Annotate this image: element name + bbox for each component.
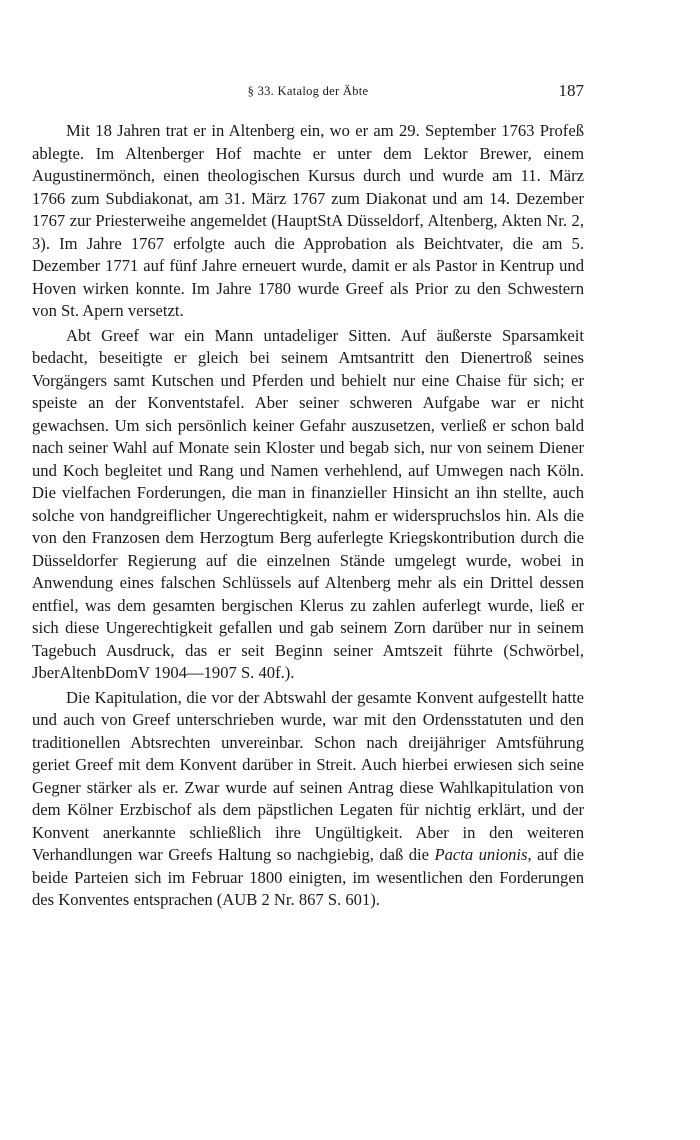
paragraph-1: Mit 18 Jahren trat er in Altenberg ein, wo er am 29. September 1763 Profeß ablegte. Im Altenberger Hof machte er unter dem Lektor Brewer, einem Augustinermönch, einen theologischen Kursus durch und wurde am 11. März 1766 zum Subdiakonat, am 31. März 1767 zum Diakonat und am 14. Dezember 1767 zur Priesterweihe angemeldet (HauptStA Düsseldorf, Altenberg, Akten Nr. 2, 3). Im Jahre 1767 erfolgte auch die Approbation als Beichtvater, die am 5. Dezember 1771 auf fünf Jahre erneuert wurde, damit er als Pastor in Kentrup und Hoven wirken konnte. Im Jahre 1780 wurde Greef als Prior zu den Schwestern von St. Apern versetzt.: [32, 121, 584, 320]
running-header: [32, 81, 584, 114]
body-text: [32, 120, 584, 912]
page-number: 187: [558, 81, 584, 100]
paragraph-3-text-end: , auf die beide Parteien sich im Februar 1800 einigten, im wesentlichen den Forderungen des Konventes entsprachen (AUB 2 Nr. 867 S. 601).: [32, 845, 584, 909]
paragraph-3-text-start: Die Kapitulation, die vor der Abtswahl der gesamte Konvent aufgestellt hatte und auch von Greef unterschrieben wurde, war mit den Ordensstatuten und den traditionellen Abtsrechten unvereinbar. Schon nach dreijähriger Amtsführung geriet Greef mit dem Konvent darüber in Streit. Auch hierbei erwiesen sich seine Gegner stärker als er. Zwar wurde auf seinen Antrag diese Wahlkapitulation von dem Kölner Erzbischof als dem päpstlichen Legaten für nichtig erklärt, und der Konvent anerkannte schließlich ihre Ungültigkeit. Aber in den weiteren Verhandlungen war Greefs Haltung so nachgiebig, daß die: [32, 687, 584, 864]
section-title: § 33. Katalog der Äbte: [247, 84, 369, 98]
pacta-unionis-title: Pacta unionis: [434, 845, 528, 864]
paragraph-2: Abt Greef war ein Mann untadeliger Sitten. Auf äußerste Sparsamkeit bedacht, beseitigte er gleich bei seinem Amtsantritt den Dienertroß seines Vorgängers samt Kutschen und Pferden und behielt nur eine Chaise für sich; er speiste an der Konventstafel. Aber seiner schweren Aufgabe war er nicht gewachsen. Um sich persönlich keiner Gefahr auszusetzen, verließ er schon bald nach seiner Wahl auf Monate sein Kloster und begab sich, nur von seinem Diener und Koch begleitet und Rang und Namen verhehlend, auf Umwegen nach Köln. Die vielfachen Forderungen, die man in finanzieller Hinsicht an ihn stellte, auch solche von handgreiflicher Ungerechtigkeit, nahm er widerspruchslos hin. Als die von den Franzosen dem Herzogtum Berg auferlegte Kriegskontribution durch die Düsseldorfer Regierung auf die einzelnen Stände umgelegt wurde, wobei in Anwendung eines falschen Schlüssels auf Altenberg mehr als ein Drittel dessen entfiel, was dem gesamten bergischen Klerus zu zahlen auferlegt wurde, ließ er sich diese Ungerechtigkeit gefallen und gab seinem Zorn darüber nur in seinem Tagebuch Ausdruck, das er seit Beginn seiner Amtszeit führte (Schwörbel, JberAltenbDomV 1904—1907 S. 40f.).: [32, 325, 584, 682]
paragraph-3: [32, 687, 584, 912]
book-page: [32, 0, 584, 912]
